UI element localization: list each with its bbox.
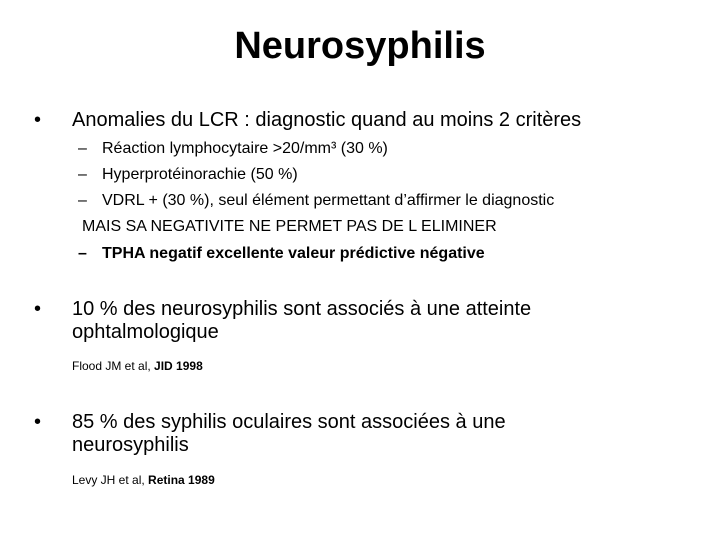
bullet-text-line1: 85 % des syphilis oculaires sont associées à une: [72, 411, 506, 433]
bullet-csf-anomalies: [34, 108, 694, 134]
caps-warning-line: MAIS SA NEGATIVITE NE PERMET PAS DE L ELIMINER: [82, 218, 497, 235]
bullet-dot: •: [34, 298, 42, 320]
reference-flood: [72, 358, 203, 374]
dash: –: [78, 245, 87, 262]
bullet-text: Anomalies du LCR : diagnostic quand au moins 2 critères: [72, 109, 582, 131]
reference-levy: [72, 472, 215, 488]
sub-item-text: TPHA negatif excellente valeur prédictive négative: [102, 245, 485, 262]
bullet-text-line2: neurosyphilis: [72, 434, 189, 456]
sub-item-hyperproteinorachia: [78, 165, 298, 185]
sub-item-text: VDRL + (30 %), seul élément permettant d’affirmer le diagnostic: [102, 192, 555, 209]
reference-authors: Levy JH et al,: [72, 473, 145, 487]
slide-title: Neurosyphilis: [234, 25, 486, 67]
sub-item-tpha: [78, 244, 485, 264]
bullet-dot: •: [34, 411, 42, 433]
reference-authors: Flood JM et al,: [72, 359, 151, 373]
dash: –: [78, 192, 87, 209]
dash: –: [78, 166, 87, 183]
sub-item-text: Réaction lymphocytaire >20/mm³ (30 %): [102, 140, 388, 157]
bullet-text-line2: ophtalmologique: [72, 321, 219, 343]
bullet-ophthalmologic: [34, 297, 694, 347]
bullet-ocular-syphilis: [34, 410, 694, 460]
reference-journal: Retina 1989: [148, 473, 215, 487]
bullet-dot: •: [34, 109, 42, 131]
dash: –: [78, 140, 87, 157]
sub-item-lymphocytic: [78, 139, 388, 159]
sub-item-text: Hyperprotéinorachie (50 %): [102, 166, 298, 183]
sub-item-vdrl: [78, 191, 554, 211]
bullet-text-line1: 10 % des neurosyphilis sont associés à une atteinte: [72, 298, 532, 320]
reference-journal: JID 1998: [154, 359, 203, 373]
